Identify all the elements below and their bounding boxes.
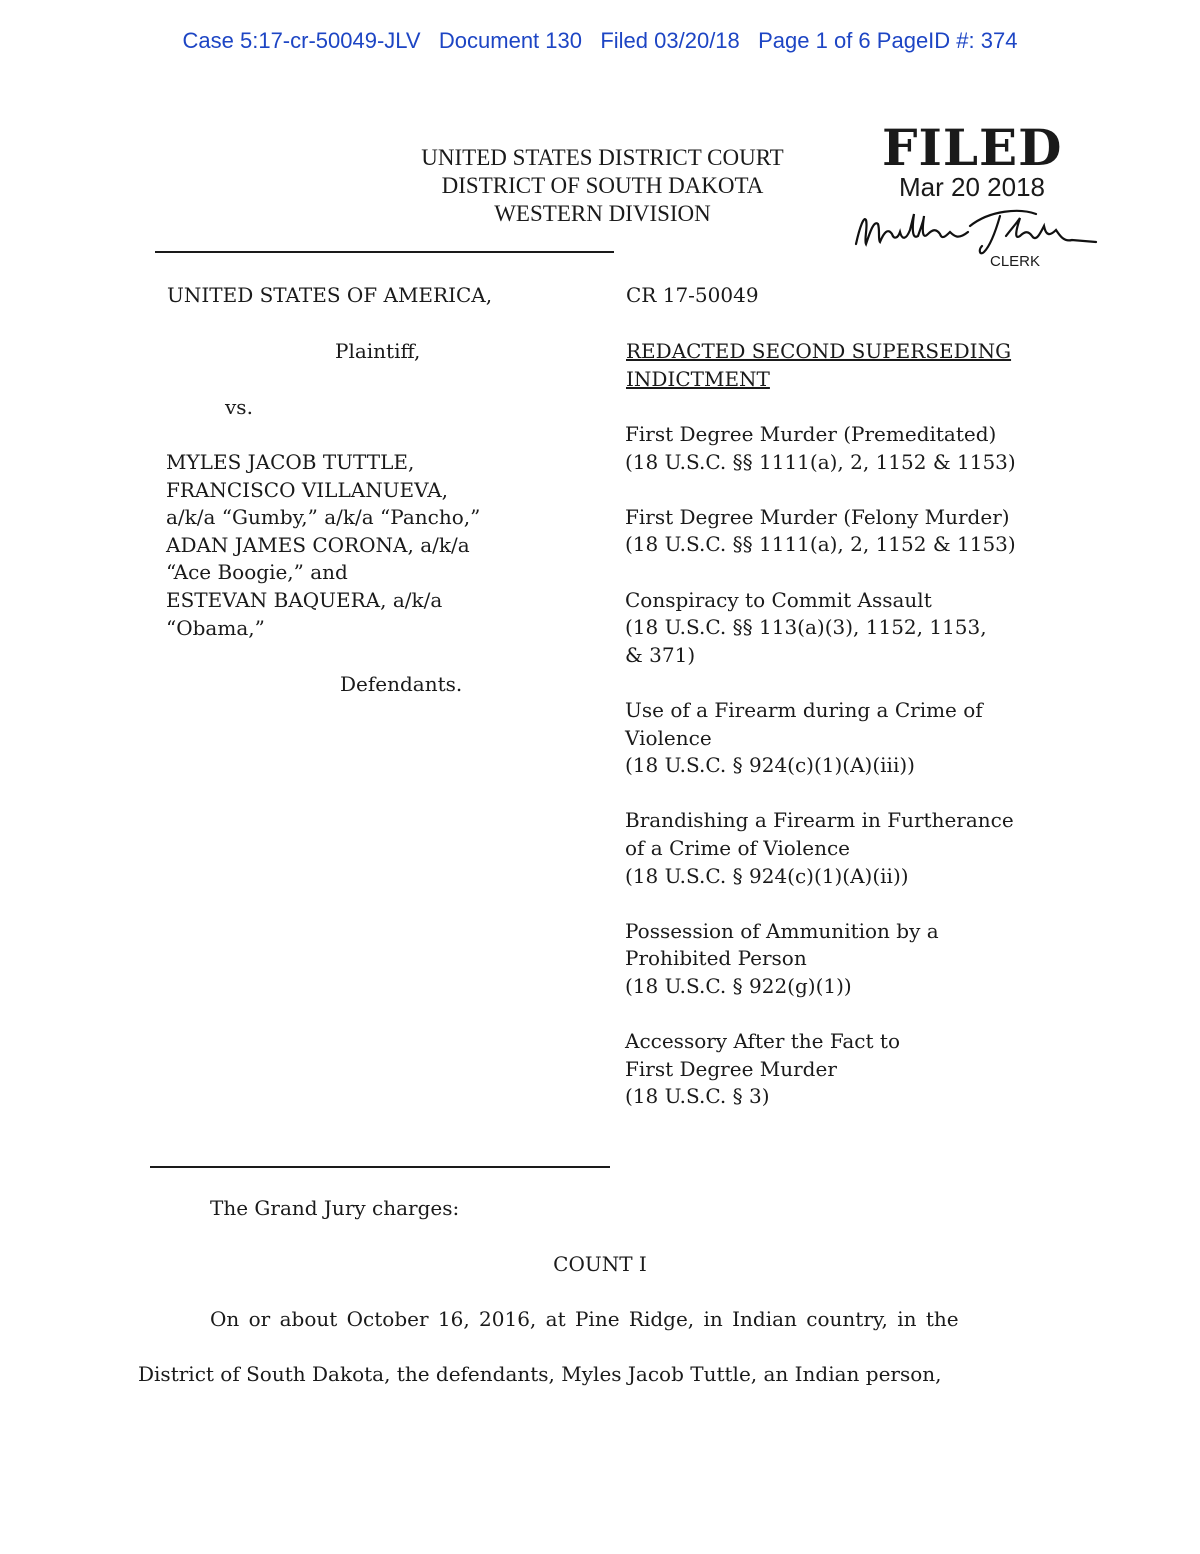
header-page: Page 1 of 6	[758, 28, 871, 53]
filed-stamp-date: Mar 20 2018	[899, 172, 1045, 202]
header-document: Document 130	[438, 28, 582, 53]
plaintiff-name: UNITED STATES OF AMERICA,	[167, 283, 493, 307]
count-paragraph-line-1: On or about October 16, 2016, at Pine Ridge, in Indian country, in the	[210, 1307, 959, 1331]
document-title	[626, 338, 1011, 393]
charge-statute-line: (18 U.S.C. §§ 113(a)(3), 1152, 1153,	[625, 615, 987, 640]
header-pageid: PageID #: 374	[876, 28, 1018, 53]
charges-list	[625, 421, 1065, 1138]
charge-item	[625, 918, 1065, 1001]
defendants-role: Defendants.	[340, 672, 463, 696]
charge-statute-line: (18 U.S.C. § 924(c)(1)(A)(ii))	[625, 863, 909, 888]
charge-title-line: First Degree Murder (Felony Murder)	[625, 504, 1010, 529]
court-line-3: WESTERN DIVISION	[494, 201, 711, 226]
charge-title-line: Accessory After the Fact to	[625, 1029, 900, 1054]
charge-title-line: of a Crime of Violence	[625, 835, 850, 860]
defendants-list	[166, 449, 480, 642]
charge-statute-line: & 371)	[625, 642, 696, 667]
document-title-line-2: INDICTMENT	[626, 366, 770, 391]
count-paragraph-line-2: District of South Dakota, the defendants, Myles Jacob Tuttle, an Indian person,	[138, 1362, 942, 1386]
grand-jury-intro: The Grand Jury charges:	[210, 1196, 460, 1220]
charge-title-line: Use of a Firearm during a Crime of	[625, 697, 983, 722]
filed-stamp-label: FILED	[882, 118, 1063, 177]
defendant-line: “Ace Boogie,” and	[166, 560, 348, 585]
charge-item	[625, 697, 1065, 780]
charge-item	[625, 504, 1065, 559]
charge-statute-line: (18 U.S.C. §§ 1111(a), 2, 1152 & 1153)	[625, 449, 1016, 474]
charge-item	[625, 587, 1065, 670]
defendant-line: a/k/a “Gumby,” a/k/a “Pancho,”	[166, 505, 481, 530]
document-title-line-1: REDACTED SECOND SUPERSEDING	[626, 339, 1012, 363]
defendant-line: ESTEVAN BAQUERA, a/k/a	[166, 587, 443, 612]
charge-title-line: First Degree Murder	[625, 1056, 837, 1081]
charge-title-line: Prohibited Person	[625, 946, 807, 971]
caption-bottom-rule	[150, 1166, 610, 1168]
charge-title-line: Conspiracy to Commit Assault	[625, 587, 932, 612]
case-number: CR 17-50049	[626, 283, 759, 307]
charge-item	[625, 421, 1065, 476]
defendant-line: FRANCISCO VILLANUEVA,	[166, 477, 449, 502]
charge-title-line: Violence	[625, 725, 712, 750]
court-line-1: UNITED STATES DISTRICT COURT	[421, 145, 784, 170]
ecf-header	[0, 28, 1200, 54]
defendant-line: “Obama,”	[166, 615, 265, 640]
charge-title-line: Possession of Ammunition by a	[625, 918, 939, 943]
filed-stamp-clerk: CLERK	[990, 253, 1041, 270]
defendant-line: MYLES JACOB TUTTLE,	[166, 450, 415, 474]
versus: vs.	[225, 395, 253, 419]
defendant-line: ADAN JAMES CORONA, a/k/a	[166, 532, 470, 557]
clerk-signature	[850, 206, 1100, 262]
charge-statute-line: (18 U.S.C. § 3)	[625, 1084, 770, 1109]
court-heading	[380, 144, 825, 228]
header-case: Case 5:17-cr-50049-JLV	[182, 28, 421, 53]
court-line-2: DISTRICT OF SOUTH DAKOTA	[441, 173, 764, 198]
count-heading: COUNT I	[553, 1252, 647, 1276]
charge-statute-line: (18 U.S.C. § 924(c)(1)(A)(iii))	[625, 753, 915, 778]
caption-top-rule	[155, 251, 614, 253]
charge-title-line: Brandishing a Firearm in Furtherance	[625, 808, 1014, 833]
charge-item	[625, 807, 1065, 890]
charge-item	[625, 1028, 1065, 1111]
charge-title-line: First Degree Murder (Premeditated)	[625, 422, 997, 446]
charge-statute-line: (18 U.S.C. § 922(g)(1))	[625, 973, 852, 998]
header-filed: Filed 03/20/18	[600, 28, 740, 53]
charge-statute-line: (18 U.S.C. §§ 1111(a), 2, 1152 & 1153)	[625, 532, 1016, 557]
plaintiff-role: Plaintiff,	[335, 339, 421, 363]
